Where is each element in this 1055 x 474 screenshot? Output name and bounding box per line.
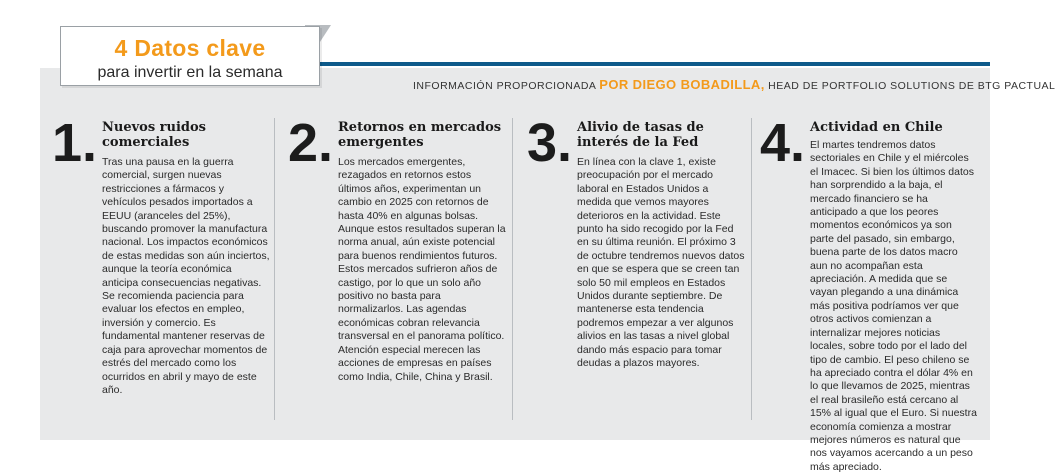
column-divider <box>512 118 513 420</box>
key-item-4 <box>760 113 977 473</box>
item-number: 2. <box>288 113 334 173</box>
key-item-3 <box>527 113 745 438</box>
credit-prefix: INFORMACIÓN PROPORCIONADA <box>413 80 596 92</box>
item-body: Los mercados emergentes, rezagados en retornos estos últimos años, experimentan un cambio en 2025 con retornos de hasta 40% en algunas bolsas. Aunque estos resultados superan la norma anual, aún existe potencial para buenos rendimientos futuros. Estos mercados sufrieron años de castigo, por lo que un solo año positivo no basta para normalizarlos. Las agendas económicas cobran relevancia transversal en el panorama político. Atención especial merecen las acciones de empresas en países como India, Chile, China y Brasil. <box>338 156 506 383</box>
credit-role: HEAD DE PORTFOLIO SOLUTIONS DE BTG PACTUAL <box>768 80 1055 92</box>
page-title: 4 Datos clave <box>114 35 266 61</box>
item-heading: Alivio de tasas de interés de la Fed <box>577 120 704 150</box>
key-item-2 <box>288 113 510 438</box>
item-number: 1. <box>52 113 98 173</box>
item-body: En línea con la clave 1, existe preocupación por el mercado laboral en Estados Unidos a medida que vemos mayores deterioros en la actividad. Este punto ha sido recogido por la Fed en su última reunión. El próximo 3 de octubre tendremos nuevos datos en que se espera que se creen tan solo 50 mil empleos en Estados Unidos durante septiembre. De mantenerse esta tendencia podremos empezar a ver algunos alivios en las tasas a nivel global dando más espacio para tomar deudas a plazos mayores. <box>577 156 745 370</box>
item-heading: Nuevos ruidos comerciales <box>102 120 206 150</box>
column-divider <box>274 118 275 420</box>
author-credit <box>413 77 1055 92</box>
item-number: 3. <box>527 113 573 173</box>
item-number: 4. <box>760 113 806 173</box>
key-item-1 <box>52 113 274 438</box>
page-subtitle: para invertir en la semana <box>97 64 283 81</box>
item-heading: Actividad en Chile <box>810 120 943 135</box>
item-heading: Retornos en mercados emergentes <box>338 120 502 150</box>
credit-author: POR DIEGO BOBADILLA, <box>599 77 765 92</box>
item-body: El martes tendremos datos sectoriales en Chile y el miércoles el Imacec. Si bien los últimos datos han sorprendido a la baja, el mercado financiero se ha anticipado a que los peores momentos económicos ya son parte del pasado, sin embargo, buena parte de los datos macro aun no acompañan esta apreciación. A medida que se vayan plegando a una dinámica más positiva podríamos ver que otros activos comienzan a internalizar mejores noticias locales, sobre todo por el lado del tipo de cambio. El peso chileno se ha apreciado contra el dólar 4% en lo que llevamos de 2025, mientras el real brasileño está cercano al 15% al igual que el Euro. Si nuestra economía comienza a mostrar mejores números es natural que nos vayamos acercando a un peso más apreciado. <box>810 139 977 473</box>
title-box <box>60 26 320 86</box>
header-rule <box>300 62 990 66</box>
column-divider <box>751 118 752 420</box>
item-body: Tras una pausa en la guerra comercial, surgen nuevas restricciones a fármacos y vehículos pesados importados a EEUU (aranceles del 25%), buscando promover la manufactura nacional. Los impactos económicos de estas medidas son aún inciertos, aunque la teoría económica anticipa consecuencias negativas. Se recomienda paciencia para evaluar los efectos en empleo, inversión y comercio. Es fundamental mantener reservas de caja para aprovechar momentos de estrés del mercado como los ocurridos en abril y mayo de este año. <box>102 156 270 396</box>
